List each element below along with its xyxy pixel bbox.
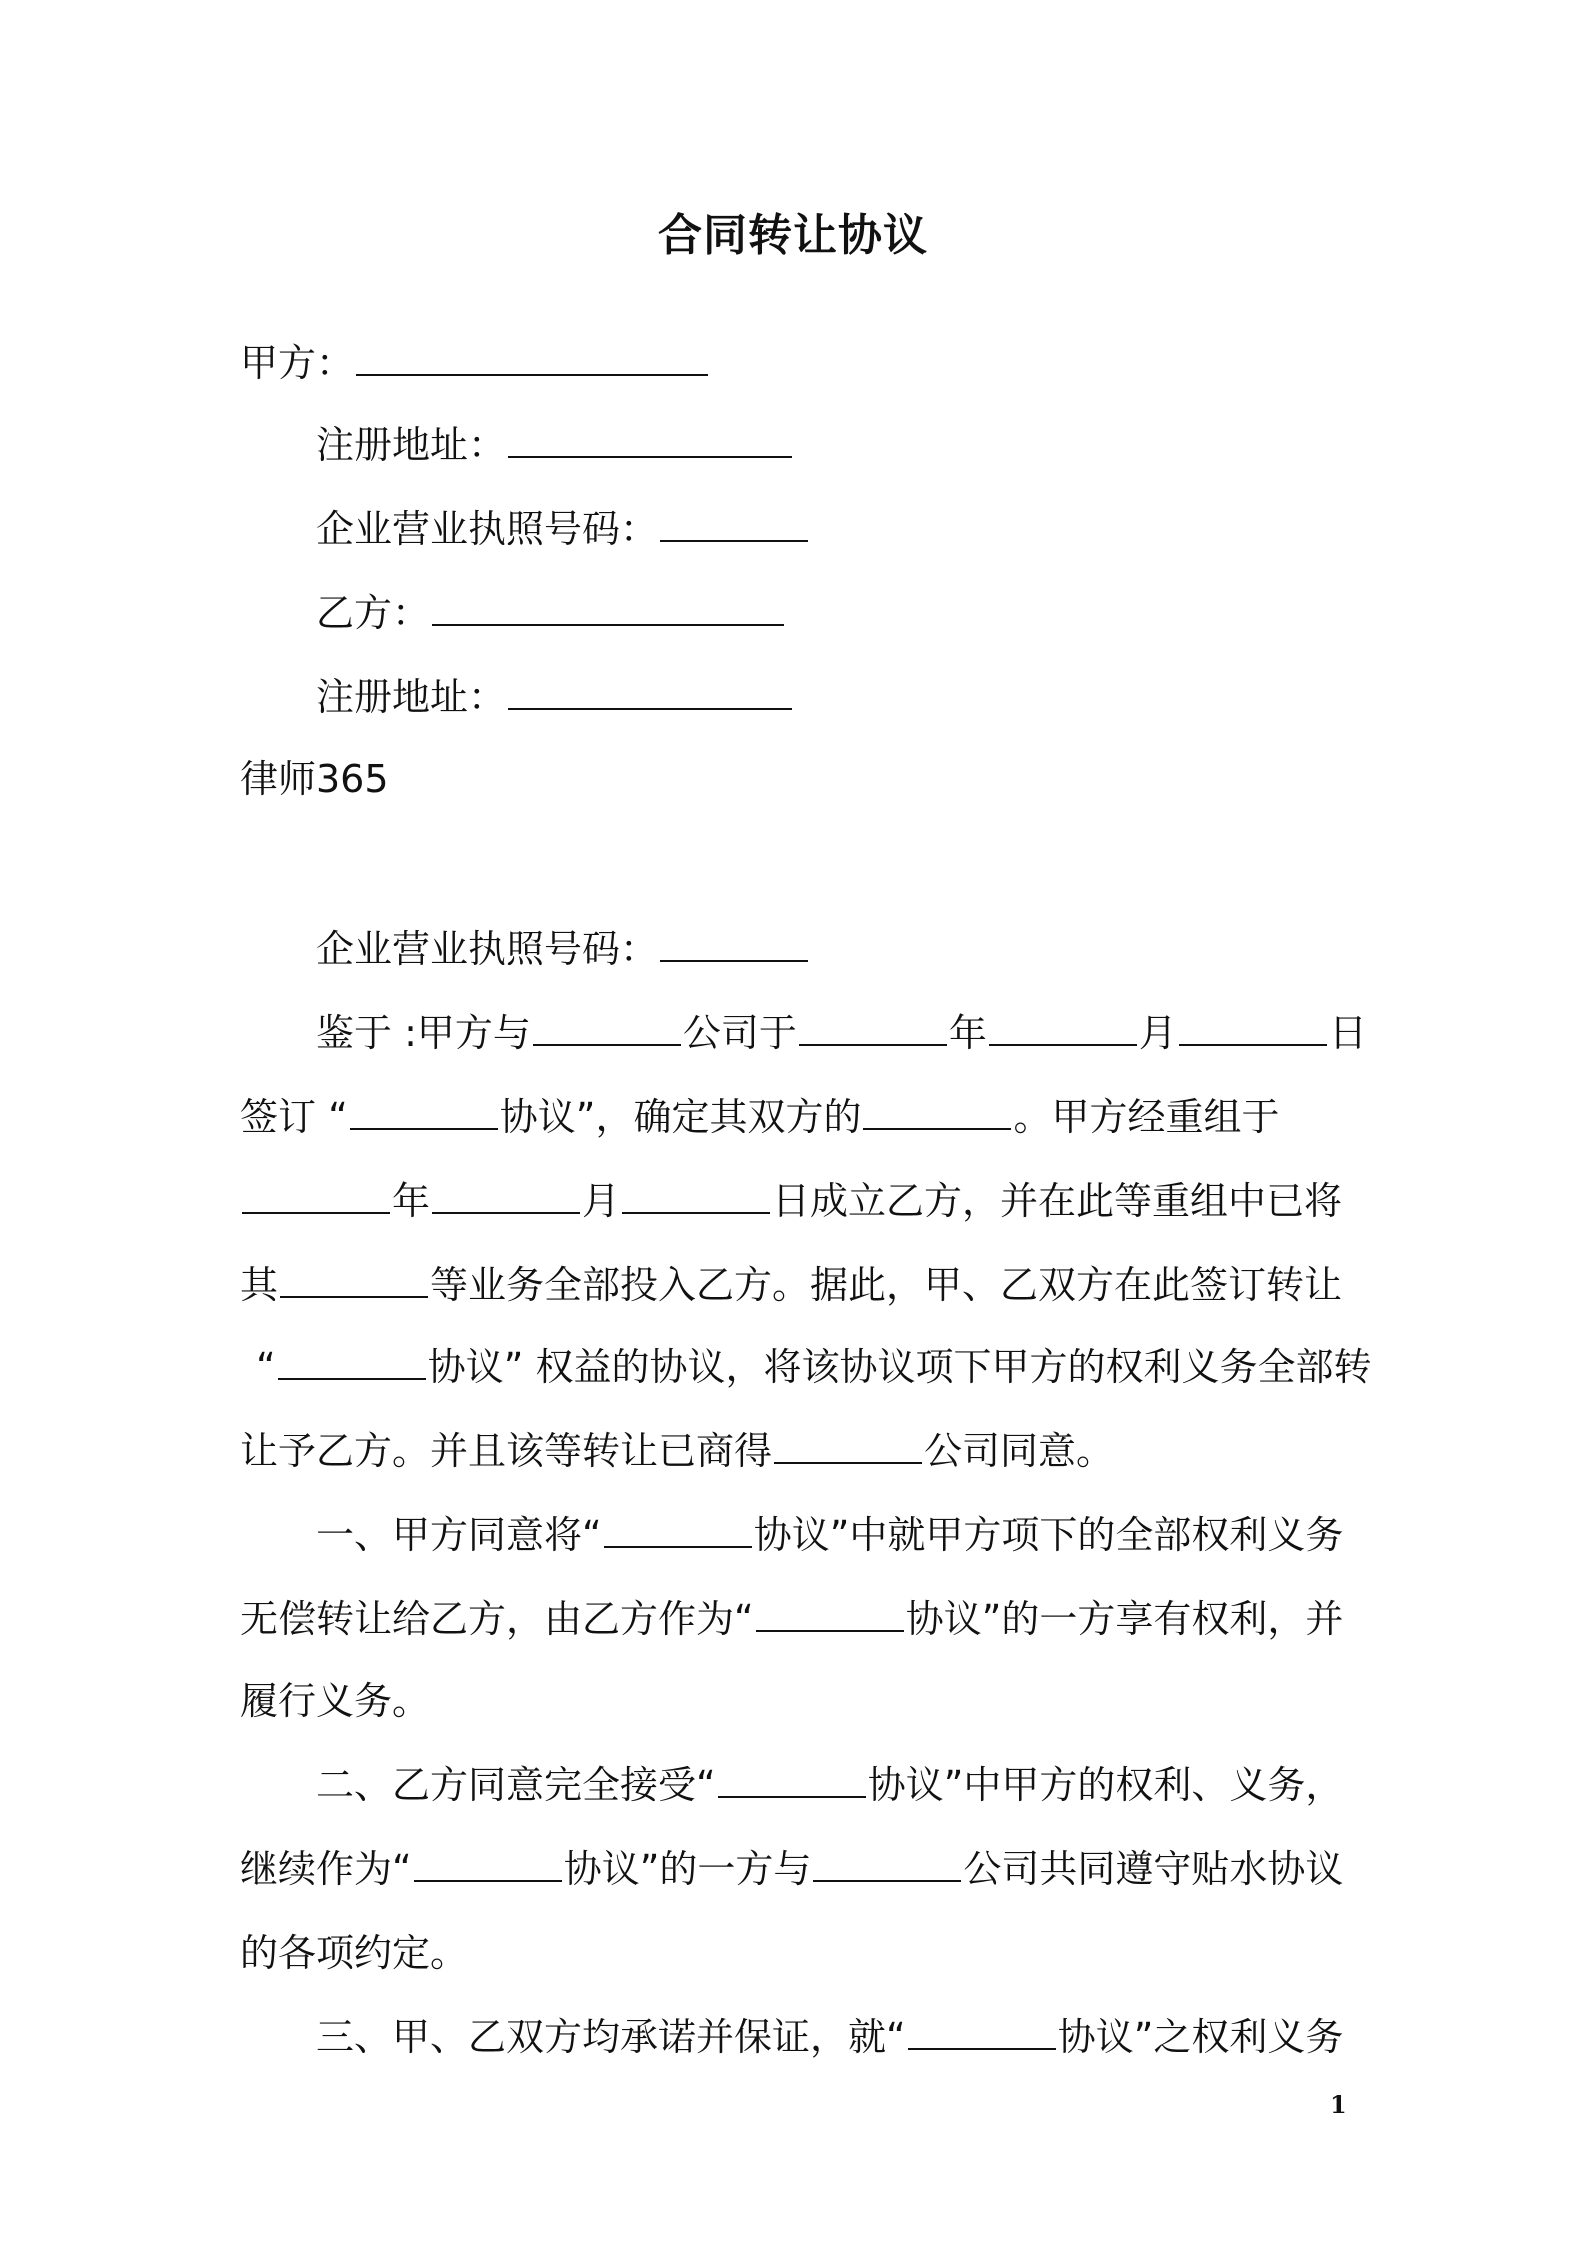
watermark-text: 律师365 <box>240 757 389 801</box>
recital-line-4 <box>240 1260 1342 1310</box>
blank[interactable] <box>756 1596 904 1632</box>
blank[interactable] <box>622 1178 770 1214</box>
party-a-label: 甲方： <box>240 341 355 385</box>
party-a-license-blank[interactable] <box>660 506 808 542</box>
text-fragment: 月 <box>1138 1011 1177 1055</box>
blank[interactable] <box>908 2014 1056 2050</box>
blank[interactable] <box>718 1762 866 1798</box>
clause-2-line-3: 的各项约定。 <box>240 1931 469 1975</box>
party-b-license-label: 企业营业执照号码： <box>316 927 659 971</box>
document-title: 合同转让协议 <box>658 210 928 261</box>
blank[interactable] <box>863 1094 1011 1130</box>
party-b-address-blank[interactable] <box>508 674 792 710</box>
party-b-license-line <box>316 924 810 974</box>
party-b-address-label: 注册地址： <box>316 675 507 719</box>
clause-1-line-1 <box>316 1510 1343 1560</box>
text-fragment: 无偿转让给乙方，由乙方作为“ <box>240 1597 754 1641</box>
party-a-address-label: 注册地址： <box>316 423 507 467</box>
text-fragment: 二、乙方同意完全接受“ <box>316 1763 716 1807</box>
text-fragment: “ <box>256 1345 276 1389</box>
blank[interactable] <box>799 1010 947 1046</box>
party-a-address-blank[interactable] <box>508 422 792 458</box>
text-fragment: 签订 “ <box>240 1095 348 1139</box>
party-a-address-line <box>316 420 794 470</box>
text-fragment: 协议”中就甲方项下的全部权利义务 <box>753 1513 1344 1557</box>
clause-1-line-2 <box>240 1594 1343 1644</box>
party-b-license-blank[interactable] <box>660 926 808 962</box>
text-fragment: 公司于 <box>682 1011 797 1055</box>
blank[interactable] <box>280 1262 428 1298</box>
text-fragment: 三、甲、乙双方均承诺并保证，就“ <box>316 2015 906 2059</box>
blank[interactable] <box>1179 1010 1327 1046</box>
party-a-license-label: 企业营业执照号码： <box>316 507 659 551</box>
party-b-line <box>316 588 786 638</box>
blank[interactable] <box>242 1178 390 1214</box>
text-fragment: 协议”中甲方的权利、义务， <box>867 1763 1344 1807</box>
text-fragment: 协议” 权益的协议，将该协议项下甲方的权利义务全部转 <box>427 1345 1372 1389</box>
text-fragment: 继续作为“ <box>240 1847 412 1891</box>
party-a-blank[interactable] <box>356 340 708 376</box>
party-b-address-line <box>316 672 794 722</box>
text-fragment: 公司共同遵守贴水协议 <box>963 1847 1344 1891</box>
blank[interactable] <box>989 1010 1137 1046</box>
text-fragment: 日成立乙方，并在此等重组中已将 <box>772 1179 1343 1223</box>
party-a-line <box>240 338 710 388</box>
text-fragment: 协议”的一方享有权利，并 <box>905 1597 1344 1641</box>
text-fragment: 协议”的一方与 <box>563 1847 812 1891</box>
blank[interactable] <box>350 1094 498 1130</box>
clause-3-line-1 <box>316 2012 1343 2062</box>
text-fragment: 鉴于 :甲方与 <box>316 1011 531 1055</box>
party-b-label: 乙方： <box>316 591 431 635</box>
blank[interactable] <box>432 1178 580 1214</box>
blank[interactable] <box>604 1512 752 1548</box>
text-fragment: 协议”之权利义务 <box>1057 2015 1344 2059</box>
clause-1-line-3: 履行义务。 <box>240 1679 431 1723</box>
blank[interactable] <box>774 1428 922 1464</box>
text-fragment: 年 <box>392 1179 431 1223</box>
text-fragment: 其 <box>240 1263 279 1307</box>
text-fragment: 公司同意。 <box>924 1429 1115 1473</box>
blank[interactable] <box>278 1344 426 1380</box>
clause-2-line-1 <box>316 1760 1343 1810</box>
text-fragment: 。甲方经重组于 <box>1013 1095 1280 1139</box>
recital-line-2 <box>240 1092 1279 1142</box>
recital-line-3 <box>240 1176 1342 1226</box>
recital-line-5 <box>256 1342 1371 1392</box>
blank[interactable] <box>533 1010 681 1046</box>
blank[interactable] <box>813 1846 961 1882</box>
party-b-blank[interactable] <box>432 590 784 626</box>
page-number: 1 <box>1330 2090 1347 2119</box>
blank[interactable] <box>414 1846 562 1882</box>
recital-line-1 <box>316 1008 1367 1058</box>
text-fragment: 年 <box>948 1011 987 1055</box>
text-fragment: 让予乙方。并且该等转让已商得 <box>240 1429 773 1473</box>
text-fragment: 月 <box>582 1179 621 1223</box>
clause-2-line-2 <box>240 1844 1343 1894</box>
text-fragment: 一、甲方同意将“ <box>316 1513 602 1557</box>
text-fragment: 等业务全部投入乙方。据此，甲、乙双方在此签订转让 <box>430 1263 1343 1307</box>
text-fragment: 日 <box>1328 1011 1367 1055</box>
recital-line-6 <box>240 1426 1114 1476</box>
party-a-license-line <box>316 504 810 554</box>
text-fragment: 协议”，确定其双方的 <box>499 1095 862 1139</box>
